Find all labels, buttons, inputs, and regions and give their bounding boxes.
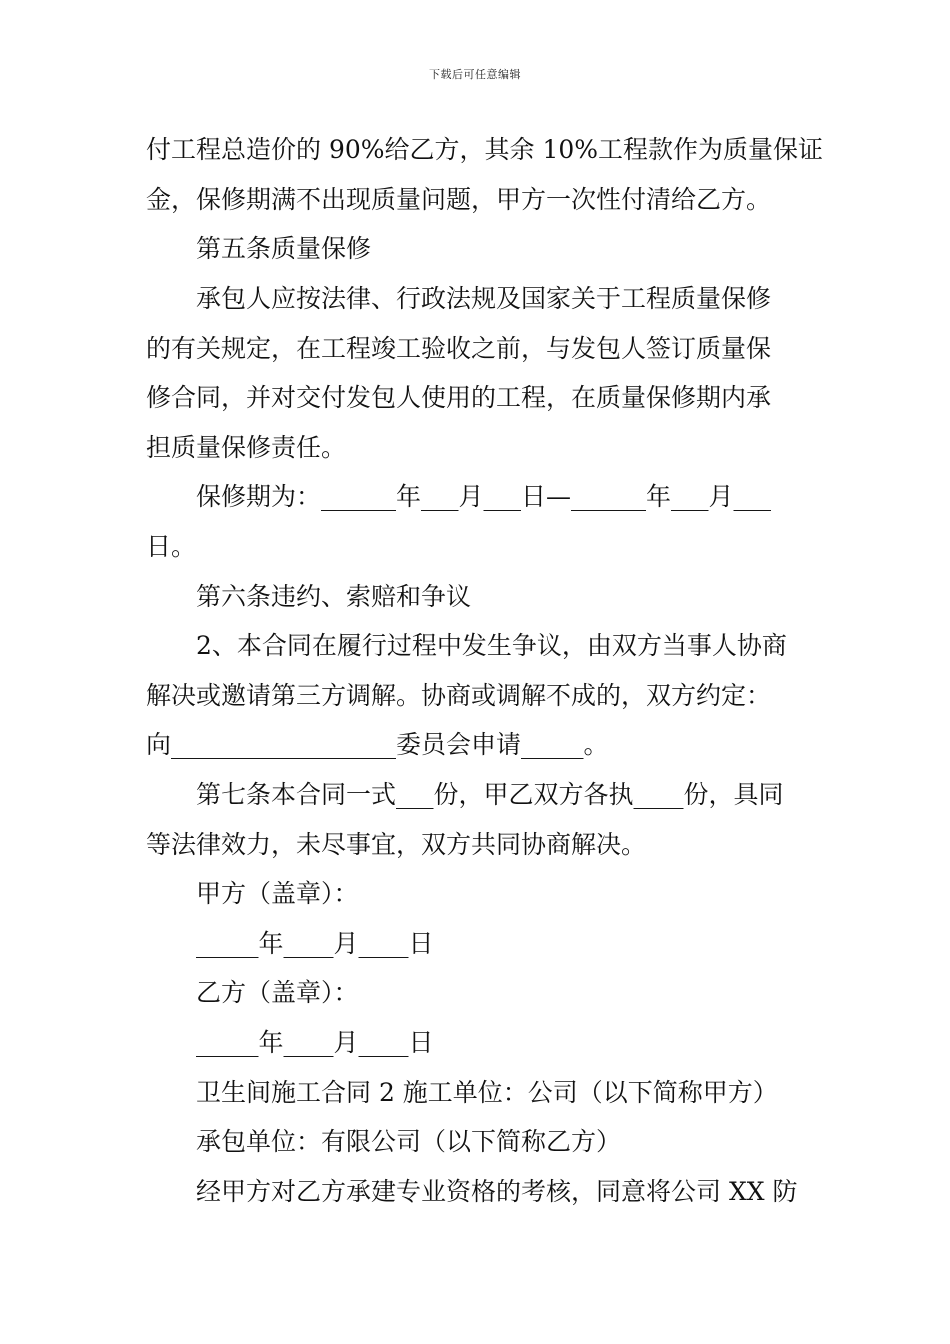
- party-b-seal: 乙方（盖章）：: [196, 978, 359, 1007]
- body-line: 担质量保修责任。: [146, 433, 347, 462]
- body-line: 修合同，并对交付发包人使用的工程，在质量保修期内承: [146, 383, 772, 412]
- section-heading: 第五条质量保修: [196, 234, 372, 263]
- party-a-date: _____年____月____日: [196, 929, 434, 958]
- page-header: 下载后可任意编辑: [429, 68, 521, 81]
- body-line: 2、本合同在履行过程中发生争议，由双方当事人协商: [196, 631, 787, 660]
- party-a-seal: 甲方（盖章）：: [196, 879, 359, 908]
- contract-2-title: 卫生间施工合同 2 施工单位：公司（以下简称甲方）: [196, 1078, 778, 1107]
- body-line: 经甲方对乙方承建专业资格的考核，同意将公司 XX 防: [196, 1177, 798, 1206]
- body-line: 金，保修期满不出现质量问题，甲方一次性付清给乙方。: [146, 185, 772, 214]
- body-line: 第七条本合同一式___份，甲乙双方各执____份，具同: [196, 780, 784, 809]
- body-line: 日。: [146, 532, 197, 561]
- body-line: 承包人应按法律、行政法规及国家关于工程质量保修: [196, 284, 772, 313]
- arbitration-line: 向__________________委员会申请_____。: [146, 730, 609, 759]
- body-line: 的有关规定，在工程竣工验收之前，与发包人签订质量保: [146, 334, 772, 363]
- section-heading: 第六条违约、索赔和争议: [196, 582, 472, 611]
- body-line: 等法律效力，未尽事宜，双方共同协商解决。: [146, 830, 647, 859]
- warranty-period-line: 保修期为：______年___月___日—______年___月___: [196, 482, 772, 511]
- body-line: 解决或邀请第三方调解。协商或调解不成的，双方约定：: [146, 681, 772, 710]
- body-line: 付工程总造价的 90%给乙方，其余 10%工程款作为质量保证: [146, 135, 824, 164]
- contractor-line: 承包单位：有限公司（以下简称乙方）: [196, 1127, 622, 1156]
- party-b-date: _____年____月____日: [196, 1028, 434, 1057]
